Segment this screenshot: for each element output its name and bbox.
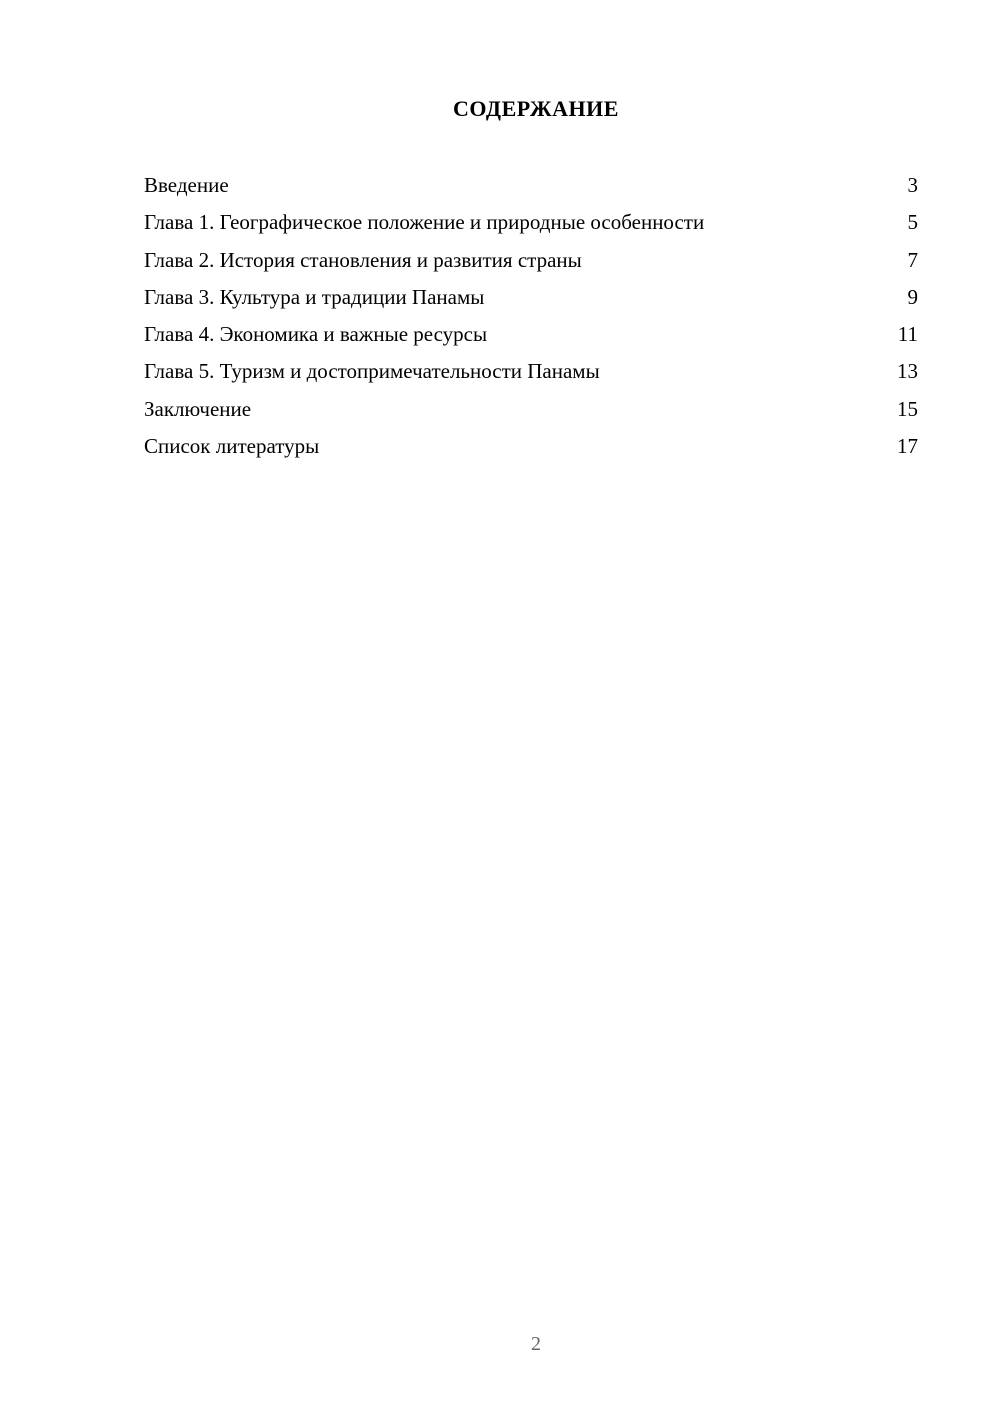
toc-item-chapter-3 bbox=[144, 279, 918, 316]
toc-item-label: Введение bbox=[144, 173, 229, 197]
toc-item-bibliography bbox=[144, 428, 918, 465]
toc-item-introduction bbox=[144, 167, 918, 204]
toc-item-label: Глава 1. Географическое положение и природные особенности bbox=[144, 210, 705, 235]
toc-item-chapter-2 bbox=[144, 242, 918, 279]
toc-item-chapter-1 bbox=[144, 204, 918, 241]
toc-item-label: Глава 3. Культура и традиции Панамы bbox=[144, 284, 485, 309]
page-title: СОДЕРЖАНИЕ bbox=[453, 96, 619, 121]
toc-item-label: Глава 4. Экономика и важные ресурсы bbox=[144, 322, 488, 347]
toc-item-page: 15 bbox=[897, 396, 918, 421]
toc-item-page: 3 bbox=[907, 173, 918, 197]
toc-item-label: Список литературы bbox=[144, 434, 320, 459]
toc-item-page: 13 bbox=[897, 359, 918, 384]
toc-item-chapter-4 bbox=[144, 316, 918, 353]
toc-item-page: 17 bbox=[897, 434, 918, 459]
toc-item-page: 11 bbox=[897, 322, 918, 347]
toc-item-chapter-5 bbox=[144, 353, 918, 390]
toc-item-page: 7 bbox=[907, 247, 918, 272]
toc-item-page: 9 bbox=[907, 284, 918, 309]
page-number: 2 bbox=[531, 1333, 541, 1355]
toc-item-page: 5 bbox=[907, 210, 918, 235]
toc-item-label: Глава 5. Туризм и достопримечательности Панамы bbox=[144, 359, 600, 384]
toc-item-label: Заключение bbox=[144, 396, 252, 421]
table-of-contents bbox=[144, 167, 918, 465]
toc-item-label: Глава 2. История становления и развития страны bbox=[144, 247, 582, 272]
toc-item-conclusion bbox=[144, 391, 918, 428]
